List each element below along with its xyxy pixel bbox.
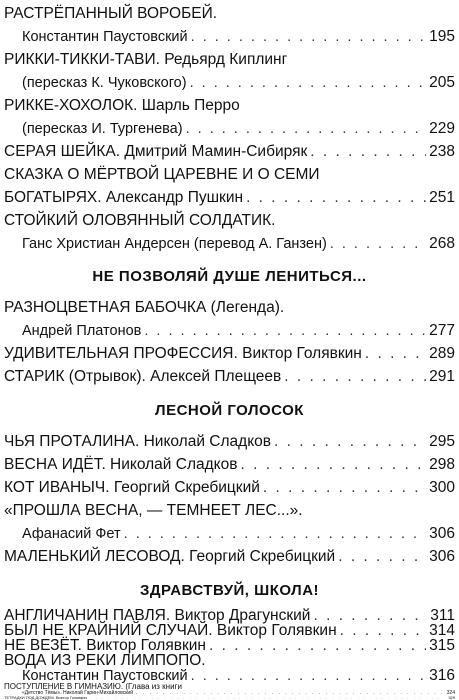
toc-entry: РИККЕ-ХОХОЛОК. Шарль Перро — [4, 97, 240, 114]
toc-entry: СТАРИК (Отрывок). Алексей Плещеев . . . 291 — [4, 365, 455, 388]
toc-entry: ПОСТУПЛЕНИЕ В ГИМНАЗИЮ. (Глава из книги — [4, 682, 182, 691]
toc-entry: ЧЬЯ ПРОТАЛИНА. Николай Сладков . . . 295 — [4, 430, 455, 453]
page-number: 306 — [429, 548, 455, 565]
toc-entry: ВЕСНА ИДЁТ. Николай Сладков . . . 298 — [4, 453, 455, 476]
toc-entry: ТЕТРАДКИ ПОД ДОЖДЕМ. Виктор Голявкин . . . 329 — [4, 696, 455, 700]
toc-entry: РАСТРЁПАННЫЙ ВОРОБЕЙ. — [4, 5, 218, 22]
page-number: 306 — [429, 525, 455, 542]
page-number: 324 — [446, 690, 455, 696]
toc-entry: СТОЙКИЙ ОЛОВЯННЫЙ СОЛДАТИК. — [4, 212, 276, 229]
toc-entry: «Детство Тёмы». Николай Гарин-Михайловский . . . 324 — [22, 691, 455, 696]
toc-entry: СКАЗКА О МЁРТВОЙ ЦАРЕВНЕ И О СЕМИ — [4, 166, 320, 183]
page-number: 311 — [430, 607, 455, 624]
page-number: 298 — [429, 456, 455, 473]
page-number: 291 — [429, 368, 455, 385]
toc-entry: Андрей Платонов . . . 277 — [22, 319, 455, 342]
toc-entry: УДИВИТЕЛЬНАЯ ПРОФЕССИЯ. Виктор Голявкин . . . 289 — [4, 342, 455, 365]
toc-entry: БЫЛ НЕ КРАЙНИЙ СЛУЧАЙ. Виктор Голявкин . . . 314 — [4, 623, 455, 638]
toc-entry: СЕРАЯ ШЕЙКА. Дмитрий Мамин-Сибиряк . . . 238 — [4, 140, 455, 163]
page-number: 195 — [429, 28, 455, 45]
page-number: 315 — [429, 637, 455, 654]
section-heading: ЛЕСНОЙ ГОЛОСОК — [155, 402, 304, 419]
page-number: 300 — [429, 479, 455, 496]
toc-entry: РИККИ-ТИККИ-ТАВИ. Редьярд Киплинг — [4, 51, 288, 68]
toc-entry: АНГЛИЧАНИН ПАВЛЯ. Виктор Драгунский . . . 311 — [4, 608, 455, 623]
toc-entry: Афанасий Фет . . . 306 — [22, 522, 455, 545]
page-number: 277 — [429, 322, 455, 339]
page-number: 329 — [448, 695, 455, 700]
toc-entry: (пересказ И. Тургенева) . . . 229 — [22, 117, 455, 140]
toc-entry: КОТ ИВАНЫЧ. Георгий Скребицкий . . . 300 — [4, 476, 455, 499]
toc-entry: РАЗНОЦВЕТНАЯ БАБОЧКА (Легенда). — [4, 299, 285, 316]
toc-entry: (пересказ К. Чуковского) . . . 205 — [22, 71, 455, 94]
section-heading: НЕ ПОЗВОЛЯЙ ДУШЕ ЛЕНИТЬСЯ... — [92, 268, 367, 285]
toc-entry: МАЛЕНЬКИЙ ЛЕСОВОД. Георгий Скребицкий . . . 306 — [4, 545, 455, 568]
page-number: 205 — [429, 74, 455, 91]
page-number: 229 — [429, 120, 455, 137]
page-number: 289 — [429, 345, 455, 362]
toc-entry: Ганс Христиан Андерсен (перевод А. Ганзен) . . . 268 — [22, 232, 455, 255]
toc-entry: БОГАТЫРЯХ. Александр Пушкин . . . 251 — [4, 186, 455, 209]
toc-entry: НЕ ВЕЗЁТ. Виктор Голявкин . . . 315 — [4, 638, 455, 653]
toc-entry: Константин Паустовский . . . 316 — [22, 668, 455, 683]
page-number: 238 — [429, 143, 455, 160]
page-number: 251 — [429, 189, 455, 206]
section-heading: ЗДРАВСТВУЙ, ШКОЛА! — [139, 582, 320, 599]
toc-entry: ВОДА ИЗ РЕКИ ЛИМПОПО. — [4, 652, 206, 669]
toc-entry: «ПРОШЛА ВЕСНА, — ТЕМНЕЕТ ЛЕС...». — [4, 502, 303, 519]
page-number: 316 — [429, 667, 455, 684]
page-number: 314 — [429, 622, 455, 639]
page-number: 295 — [429, 433, 455, 450]
toc-entry: Константин Паустовский . . . 195 — [22, 25, 455, 48]
page-number: 268 — [429, 235, 455, 252]
